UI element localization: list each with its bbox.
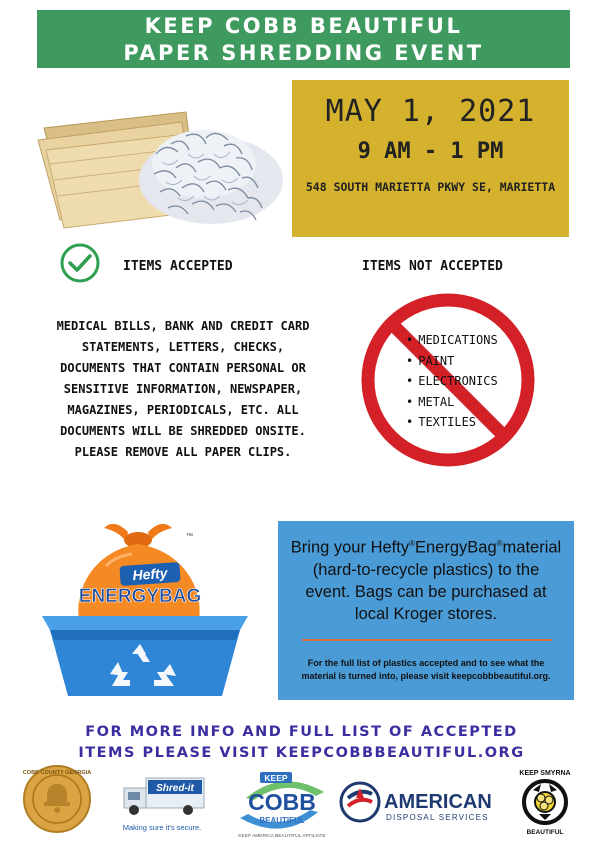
event-time: 9 AM - 1 PM bbox=[357, 139, 504, 164]
hefty-line-1 bbox=[286, 533, 566, 559]
shredit-tagline: Making sure it's secure. bbox=[122, 823, 202, 832]
accepted-line: DOCUMENTS WILL BE SHREDDED ONSITE. bbox=[60, 424, 306, 438]
hefty-info-box bbox=[278, 521, 574, 700]
smyrna-top-text: KEEP SMYRNA bbox=[519, 770, 571, 777]
title-banner bbox=[37, 10, 570, 68]
footer-info bbox=[30, 722, 573, 764]
hefty-main-text bbox=[278, 521, 574, 625]
list-item: • TEXTILES bbox=[406, 412, 498, 433]
hefty-line-4: local Kroger stores. bbox=[354, 604, 498, 623]
checkmark-icon bbox=[59, 242, 101, 284]
hefty-line-2: (hard-to-recycle plastics) to the bbox=[312, 560, 540, 579]
shredded-paper-illustration bbox=[36, 84, 286, 234]
hefty-line-1c: material bbox=[502, 538, 562, 557]
kcb-cobb-text: COBB bbox=[248, 789, 316, 815]
event-address: 548 SOUTH MARIETTA PKWY SE, MARIETTA bbox=[305, 180, 556, 194]
energybag-text: ENERGYBAG bbox=[78, 586, 202, 607]
list-item: • ELECTRONICS bbox=[406, 371, 498, 392]
footer-line-1: FOR MORE INFO AND FULL LIST OF ACCEPTED bbox=[85, 724, 518, 740]
shredit-brand-text: Shred-it bbox=[156, 783, 194, 794]
keep-smyrna-beautiful-logo bbox=[513, 766, 577, 840]
accepted-line: SENSITIVE INFORMATION, NEWSPAPER, bbox=[63, 382, 303, 396]
american-disposal-logo bbox=[338, 778, 502, 828]
list-item: • MEDICATIONS bbox=[406, 330, 498, 351]
keep-cobb-beautiful-logo bbox=[232, 768, 332, 840]
items-not-accepted-heading: ITEMS NOT ACCEPTED bbox=[362, 259, 503, 274]
cobb-county-seal-logo bbox=[22, 764, 92, 834]
accepted-line: DOCUMENTS THAT CONTAIN PERSONAL OR bbox=[60, 361, 306, 375]
accepted-items-description bbox=[48, 316, 318, 463]
smyrna-bottom-text: BEAUTIFUL bbox=[526, 829, 564, 836]
footer-line-2: ITEMS PLEASE VISIT KEEPCOBBBEAUTIFUL.ORG bbox=[78, 745, 525, 761]
title-line-1: KEEP COBB BEAUTIFUL bbox=[144, 14, 463, 38]
event-date: MAY 1, 2021 bbox=[325, 94, 536, 129]
not-accepted-list bbox=[406, 330, 498, 433]
divider bbox=[302, 639, 552, 641]
american-sub-text: DISPOSAL SERVICES bbox=[386, 813, 489, 822]
hefty-small-line-1: For the full list of plastics accepted and to see what the bbox=[307, 658, 545, 668]
hefty-tm-text: ™ bbox=[186, 533, 193, 540]
reg-mark: ® bbox=[496, 539, 503, 548]
cobb-seal-text: COBB COUNTY GEORGIA bbox=[22, 770, 92, 776]
hefty-brand-text: Hefty bbox=[131, 564, 169, 584]
hefty-line-3: event. Bags can be purchased at bbox=[305, 582, 547, 601]
accepted-line: MAGAZINES, PERIODICALS, ETC. ALL bbox=[67, 403, 299, 417]
accepted-line: PLEASE REMOVE ALL PAPER CLIPS. bbox=[74, 445, 292, 459]
hefty-line-1b: EnergyBag bbox=[414, 538, 497, 557]
title-line-2: PAPER SHREDDING EVENT bbox=[123, 41, 484, 65]
american-name-text: AMERICAN bbox=[384, 791, 492, 813]
accepted-line: STATEMENTS, LETTERS, CHECKS, bbox=[81, 340, 285, 354]
accepted-line: MEDICAL BILLS, BANK AND CREDIT CARD bbox=[56, 319, 310, 333]
kcb-affiliate-text: KEEP AMERICA BEAUTIFUL AFFILIATE bbox=[238, 834, 326, 839]
hefty-line-1a: Bring your Hefty bbox=[290, 538, 410, 557]
event-details-box bbox=[292, 80, 569, 237]
kcb-keep-text: KEEP bbox=[264, 773, 288, 783]
reg-mark: ® bbox=[409, 539, 415, 548]
list-item: • PAINT bbox=[406, 351, 498, 372]
kcb-beautiful-text: BEAUTIFUL bbox=[259, 816, 305, 825]
list-item: • METAL bbox=[406, 392, 498, 413]
shred-it-logo bbox=[112, 772, 212, 836]
hefty-energybag-illustration bbox=[36, 514, 264, 700]
hefty-small-line-2: material is turned into, please visit keepcobbbeautiful.org. bbox=[301, 671, 551, 681]
items-accepted-heading: ITEMS ACCEPTED bbox=[123, 259, 233, 274]
hefty-small-text bbox=[288, 657, 564, 683]
